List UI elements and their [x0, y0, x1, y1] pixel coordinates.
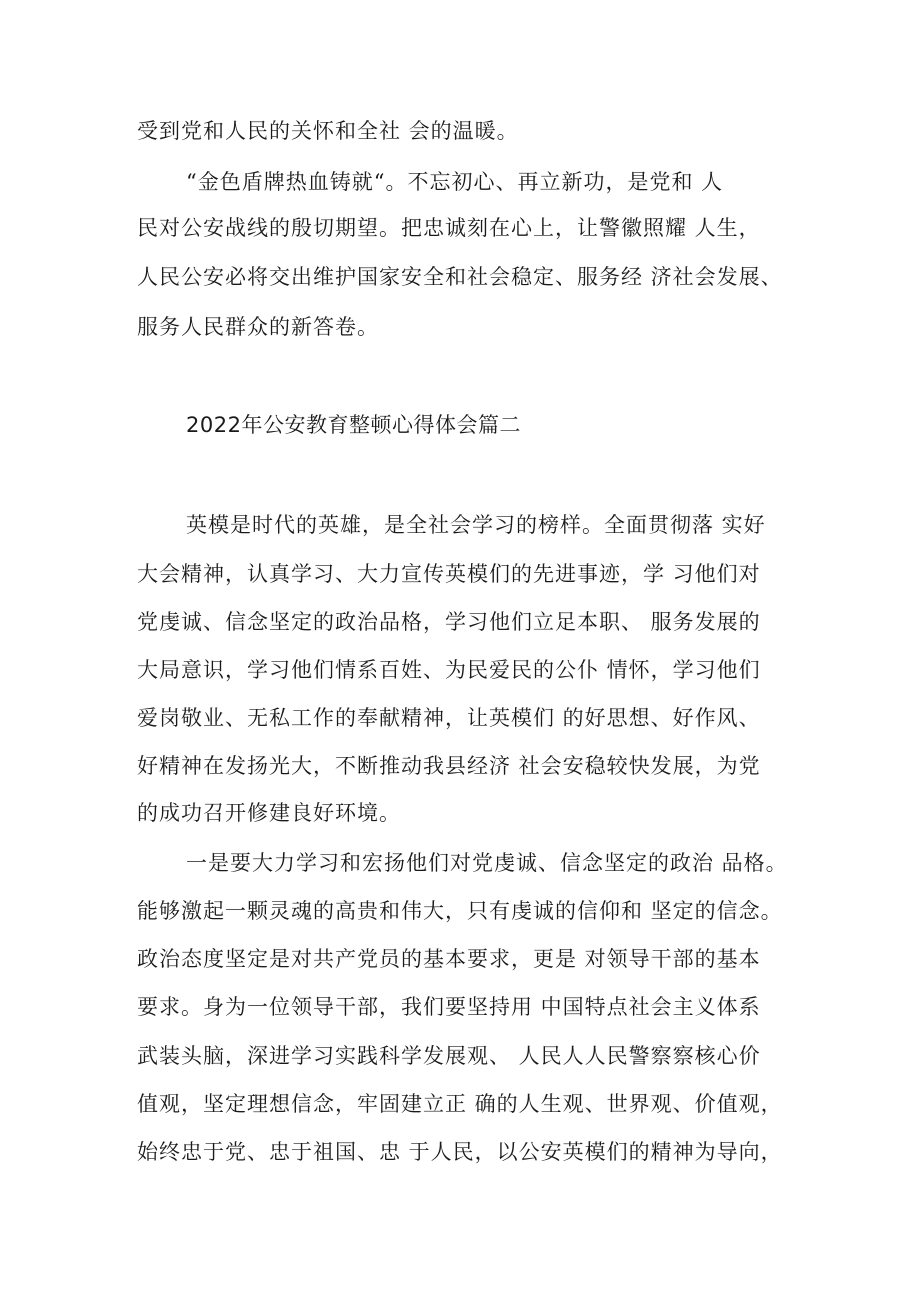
text-line: 大局意识，学习他们情系百姓、为民爱民的公仆 情怀，学习他们 — [137, 658, 761, 682]
text-line: “金色盾牌热血铸就“。不忘初心、再立新功，是党和 人 — [186, 170, 724, 194]
text-line: 党虔诚、信念坚定的政治品格，学习他们立足本职、 服务发展的 — [137, 610, 761, 634]
text-line: 民对公安战线的殷切期望。把忠诚刻在心上，让警徽照耀 人生， — [137, 216, 761, 240]
text-line: 服务人民群众的新答卷。 — [137, 315, 379, 339]
text-line: 值观，坚定理想信念，牢固建立正 确的人生观、世界观、价值观， — [137, 1092, 783, 1116]
text-line: 政治态度坚定是对共产党员的基本要求，更是 对领导干部的基本 — [137, 947, 761, 971]
text-line: 受到党和人民的关怀和全社 会的温暖。 — [137, 119, 519, 143]
text-line: 武装头脑，深进学习实践科学发展观、 人民人人民警察察核心价 — [137, 1044, 761, 1068]
text-line: 一是要大力学习和宏扬他们对党虔诚、信念坚定的政治 品格。 — [186, 851, 788, 875]
text-line: 好精神在发扬光大，不断推动我县经济 社会安稳较快发展，为党 — [137, 754, 761, 778]
text-line: 人民公安必将交出维护国家安全和社会稳定、服务经 济社会发展、 — [137, 265, 783, 289]
text-line: 始终忠于党、忠于祖国、忠 于人民，以公安英模们的精神为导向， — [137, 1140, 783, 1164]
text-line: 大会精神，认真学习、大力宣传英模们的先进事迹，学 习他们对 — [137, 562, 761, 586]
text-line: 英模是时代的英雄，是全社会学习的榜样。全面贯彻落 实好 — [186, 513, 766, 537]
text-line: 的成功召开修建良好环境。 — [137, 801, 401, 825]
section-heading: 2022年公安教育整顿心得体会篇二 — [186, 413, 521, 437]
text-line: 爱岗敬业、无私工作的奉献精神，让英模们 的好思想、好作风、 — [137, 706, 761, 730]
text-line: 要求。身为一位领导干部，我们要坚持用 中国特点社会主义体系 — [137, 995, 761, 1019]
text-line: 能够激起一颗灵魂的高贵和伟大，只有虔诚的信仰和 坚定的信念。 — [137, 899, 783, 923]
